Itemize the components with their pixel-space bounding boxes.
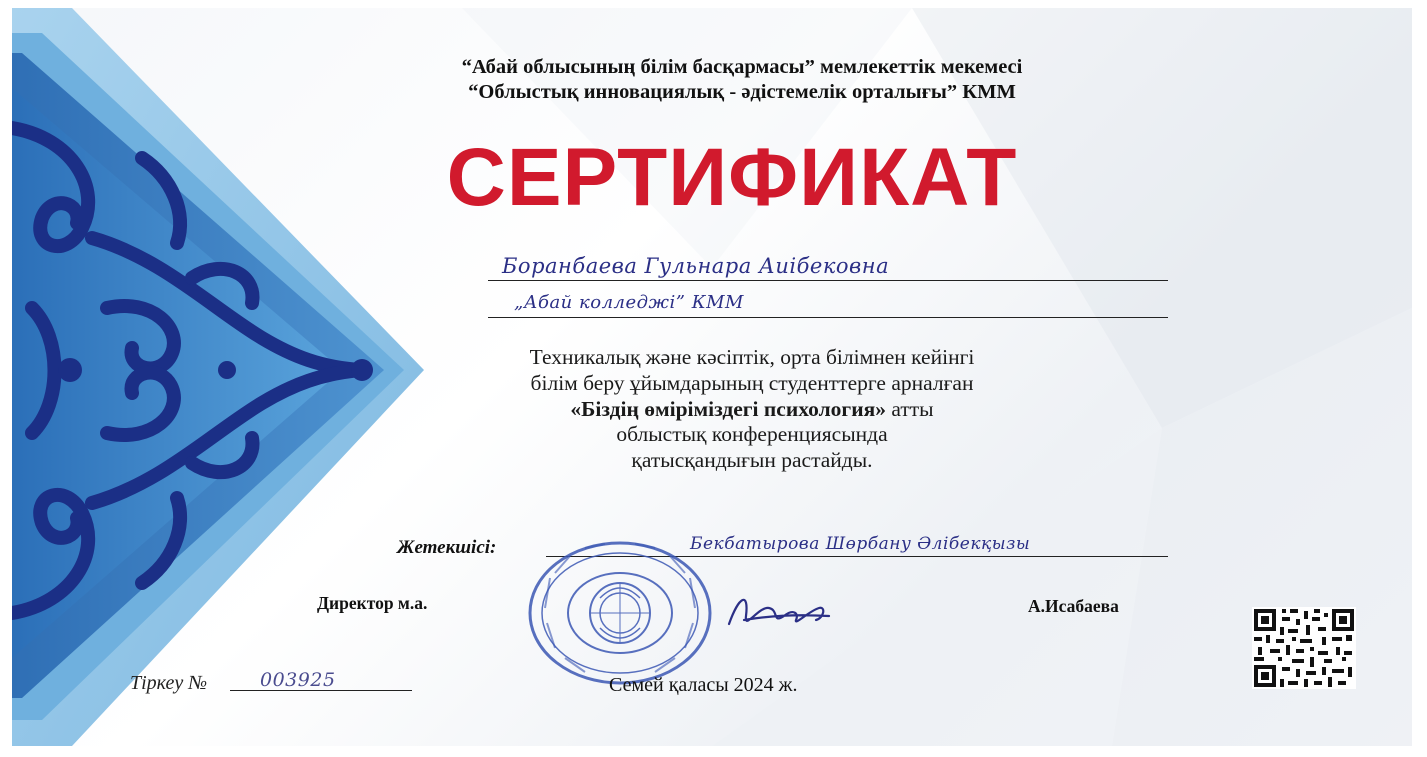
- recipient-name: Боранбаева Гульнара Аиібековна: [502, 254, 890, 278]
- event-title: «Біздің өміріміздегі психология»: [570, 396, 886, 421]
- city-year: Семей қаласы 2024 ж.: [609, 674, 798, 696]
- recipient-organization: „Абай колледжі” КММ: [514, 292, 744, 313]
- header-line-1: “Абай облысының білім басқармасы” мемлекеттік мекемесі: [461, 56, 1023, 78]
- certificate-title: СЕРТИФИКАТ: [446, 132, 1018, 223]
- qr-code-icon: [1252, 607, 1356, 689]
- body-line-5: қатысқандығын растайды.: [631, 448, 873, 473]
- body-line-1: Техникалық және кәсіптік, орта білімнен кейінгі: [529, 345, 975, 369]
- registration-number: 003925: [260, 669, 336, 691]
- event-suffix: атты: [885, 396, 934, 421]
- stamp-icon: [525, 538, 715, 688]
- director-name: А.Исабаева: [1028, 596, 1119, 616]
- fill-line-name: [488, 280, 1168, 281]
- registration-label: Тіркеу №: [130, 672, 208, 694]
- signature-icon: [724, 586, 834, 636]
- header-line-2: “Облыстық инновациялық - әдістемелік орталығы” КММ: [468, 81, 1016, 103]
- body-line-4: облыстық конференциясында: [616, 422, 888, 447]
- body-line-3: [392, 397, 1112, 423]
- fill-line-organization: [488, 317, 1168, 318]
- certificate: [12, 8, 1412, 746]
- supervisor-label: Жетекшісі:: [397, 537, 497, 558]
- body-text: [392, 345, 1112, 474]
- supervisor-name: Бекбатырова Шөрбану Әлібекқызы: [690, 534, 1031, 554]
- fill-line-registration: [230, 690, 412, 691]
- ornament-panel: [12, 8, 432, 746]
- director-label: Директор м.а.: [317, 593, 428, 613]
- body-line-2: білім беру ұйымдарының студенттерге арналған: [530, 370, 974, 395]
